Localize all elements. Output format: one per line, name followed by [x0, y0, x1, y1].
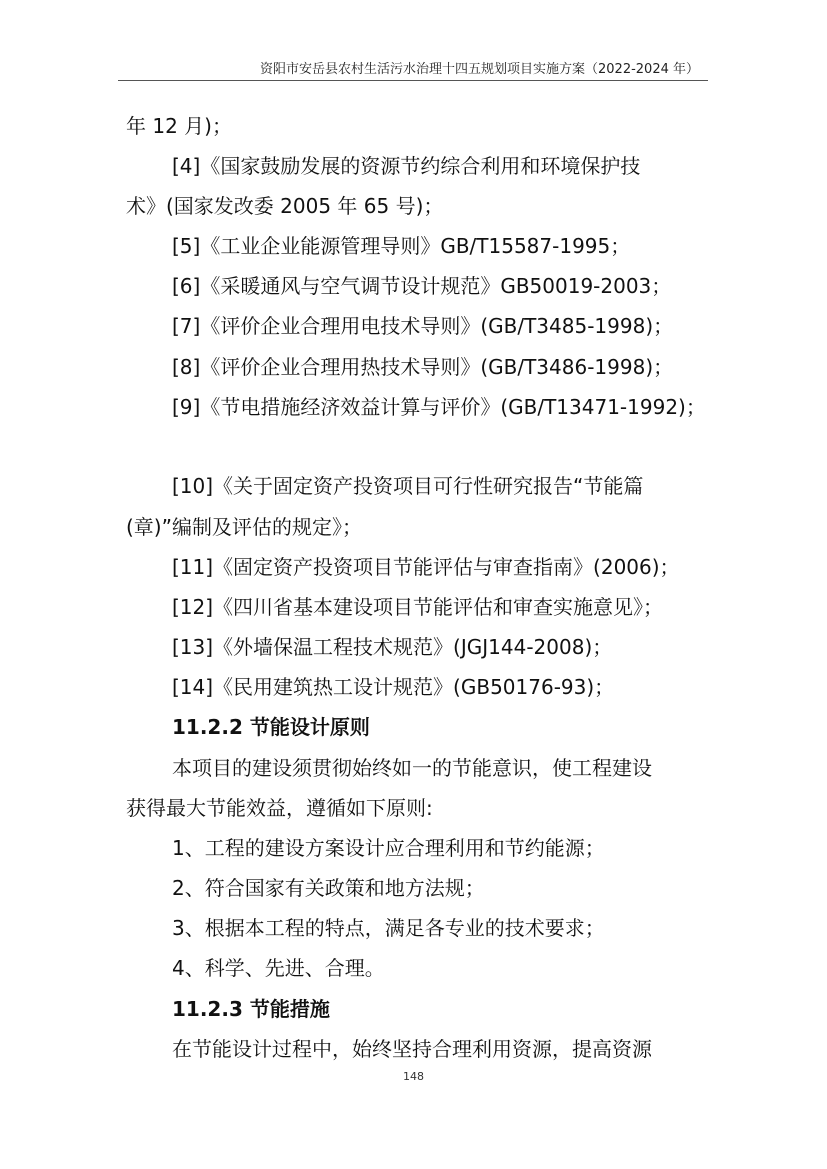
reference-item: [12]《四川省基本建设项目节能评估和审查实施意见》； [172, 595, 664, 619]
reference-item: [4]《国家鼓励发展的资源节约综合利用和环境保护技 [172, 154, 641, 178]
section-heading: 11.2.3 节能措施 [172, 997, 330, 1021]
reference-item: [9]《节电措施经济效益计算与评价》(GB/T13471-1992)； [172, 395, 706, 419]
reference-item: [10]《关于固定资产投资项目可行性研究报告“节能篇 [172, 474, 644, 498]
reference-item: [6]《采暖通风与空气调节设计规范》GB50019-2003； [172, 274, 672, 298]
body-text-line: 在节能设计过程中，始终坚持合理利用资源，提高资源 [172, 1037, 652, 1061]
list-item: 4、科学、先进、合理。 [172, 956, 385, 980]
reference-item: [7]《评价企业合理用电技术导则》(GB/T3485-1998)； [172, 314, 674, 338]
list-item: 2、符合国家有关政策和地方法规； [172, 876, 485, 900]
reference-item: [14]《民用建筑热工设计规范》(GB50176-93)； [172, 675, 615, 699]
header-divider [118, 80, 708, 81]
reference-item: [13]《外墙保温工程技术规范》(JGJ144-2008)； [172, 635, 613, 659]
page-number: 148 [403, 1070, 424, 1083]
body-text-line: 本项目的建设须贯彻始终如一的节能意识，使工程建设 [172, 756, 652, 780]
body-text-line: (章)”编制及评估的规定》； [126, 515, 362, 539]
list-item: 3、根据本工程的特点，满足各专业的技术要求； [172, 916, 605, 940]
section-heading: 11.2.2 节能设计原则 [172, 715, 370, 739]
body-text-line: 获得最大节能效益，遵循如下原则: [126, 796, 433, 820]
reference-item: [8]《评价企业合理用热技术导则》(GB/T3486-1998)； [172, 355, 674, 379]
body-text-line: 术》(国家发改委 2005 年 65 号)； [126, 194, 444, 218]
body-text-line: 年 12 月)； [126, 114, 232, 138]
reference-item: [11]《固定资产投资项目节能评估与审查指南》(2006)； [172, 555, 680, 579]
list-item: 1、工程的建设方案设计应合理利用和节约能源； [172, 836, 605, 860]
running-header: 资阳市安岳县农村生活污水治理十四五规划项目实施方案（2022-2024 年） [260, 62, 699, 77]
reference-item: [5]《工业企业能源管理导则》GB/T15587-1995； [172, 234, 631, 258]
